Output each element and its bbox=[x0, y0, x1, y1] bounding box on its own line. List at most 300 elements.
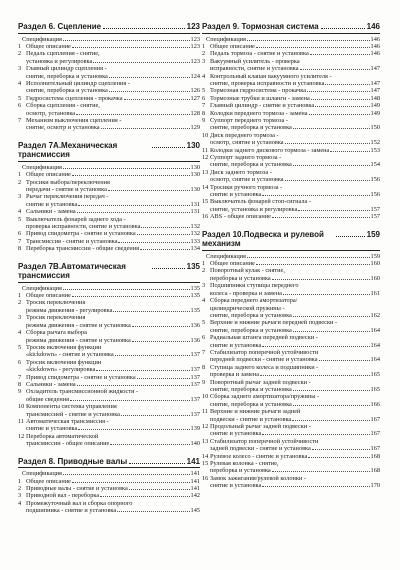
entry-line bbox=[26, 73, 200, 80]
entry-text: Автоматическая трансмиссия - bbox=[26, 417, 109, 425]
entry-page-number: 130 bbox=[190, 186, 200, 193]
entry-number: 2 bbox=[18, 178, 22, 186]
entry-body bbox=[26, 292, 200, 299]
entry-text: Переборка трансмиссии - общие сведения bbox=[26, 245, 140, 253]
dot-leader bbox=[152, 147, 185, 148]
entry-text: трансмиссии - общее описание bbox=[26, 440, 110, 448]
entry-page-number: 141 bbox=[190, 484, 200, 492]
entry-line bbox=[26, 87, 200, 94]
entry-number: 10 bbox=[202, 393, 209, 401]
entry-number: 3 bbox=[18, 314, 22, 322]
dot-leader bbox=[109, 91, 190, 92]
dot-leader bbox=[247, 257, 370, 258]
dot-leader bbox=[285, 180, 370, 181]
dot-leader bbox=[256, 47, 370, 48]
entry-body bbox=[210, 213, 380, 220]
dot-leader bbox=[298, 210, 369, 211]
entry-line bbox=[26, 314, 200, 321]
entry-body bbox=[210, 267, 380, 282]
entry-page-number: 141 bbox=[190, 477, 200, 485]
entry-number: 7 bbox=[202, 348, 206, 356]
entry-line bbox=[210, 95, 380, 102]
entry-page-number: 123 bbox=[190, 57, 200, 65]
entry-page-number: 135 bbox=[190, 306, 200, 314]
toc-section bbox=[18, 141, 200, 253]
entry-page-number: 170 bbox=[370, 482, 380, 490]
entry-text: Сборка заднего амортизатора/пружины - bbox=[210, 393, 320, 401]
entry-page-number: 164 bbox=[370, 356, 380, 364]
entry-text: осмотр, снятие и установка bbox=[210, 176, 284, 184]
toc-entry bbox=[18, 43, 200, 50]
entry-line bbox=[26, 50, 200, 57]
entry-body bbox=[210, 102, 380, 109]
entry-body bbox=[22, 285, 200, 292]
entry-number: 12 bbox=[18, 432, 25, 440]
entry-number: 8 bbox=[18, 245, 22, 253]
dot-leader bbox=[113, 311, 189, 312]
entry-page-number: 161 bbox=[370, 289, 380, 297]
entry-number: 12 bbox=[202, 423, 209, 430]
entry-page-number: 136 bbox=[190, 321, 200, 329]
dot-leader bbox=[152, 268, 185, 269]
entry-line bbox=[210, 386, 380, 393]
entry-line bbox=[210, 475, 380, 482]
entry-text: Тросики выбора/переключения bbox=[26, 178, 110, 186]
entry-line bbox=[210, 260, 380, 267]
entry-body bbox=[26, 344, 200, 359]
entry-line bbox=[210, 416, 380, 423]
entry-number: 4 bbox=[18, 329, 22, 337]
entry-text: Главный цилиндр - снятие и установка bbox=[210, 102, 315, 110]
dot-leader bbox=[262, 486, 369, 487]
entry-number: 5 bbox=[18, 343, 22, 351]
entry-page-number: 154 bbox=[370, 161, 380, 169]
toc-entry bbox=[202, 267, 380, 282]
entry-number: 2 bbox=[202, 267, 206, 275]
entry-page-number: 134 bbox=[190, 245, 200, 253]
entry-line bbox=[210, 80, 380, 87]
entry-body bbox=[210, 117, 380, 132]
entry-body bbox=[26, 50, 200, 65]
entry-body bbox=[26, 230, 200, 237]
toc-entry bbox=[202, 423, 380, 438]
section-title: Раздел 8. Приводные валы bbox=[18, 456, 128, 466]
entry-page-number: 135 bbox=[190, 292, 200, 300]
entry-text: «kickdown» - снятие и установка bbox=[26, 351, 114, 359]
entry-body bbox=[210, 408, 380, 423]
entry-line bbox=[26, 58, 200, 65]
entry-number: 1 bbox=[18, 477, 22, 485]
entry-line bbox=[210, 356, 380, 363]
entry-page-number: 157 bbox=[370, 205, 380, 213]
entry-body bbox=[210, 154, 380, 169]
toc-entry bbox=[18, 403, 200, 418]
entry-number: 12 bbox=[202, 154, 209, 161]
dot-leader bbox=[132, 341, 190, 342]
entry-body bbox=[26, 43, 200, 50]
entry-line bbox=[26, 411, 200, 418]
entry-line bbox=[26, 329, 200, 336]
entry-text: проверка исправности, снятие и установка bbox=[26, 223, 141, 231]
toc-entry bbox=[18, 433, 200, 448]
entry-number: 7 bbox=[18, 237, 22, 245]
dot-leader bbox=[307, 91, 370, 92]
entry-body bbox=[26, 208, 200, 215]
entry-line bbox=[210, 334, 380, 341]
entry-text: осмотр, снятие и установка bbox=[210, 139, 284, 147]
entry-text: снятие, переборка и установка bbox=[210, 311, 292, 319]
entry-page-number: 137 bbox=[190, 351, 200, 359]
entry-text: Рулевая колонка - снятие, bbox=[210, 460, 279, 468]
entry-text: Спецификация bbox=[206, 252, 246, 260]
entry-number: 10 bbox=[202, 131, 209, 139]
entry-line bbox=[26, 507, 200, 514]
entry-line bbox=[26, 95, 200, 102]
dot-leader bbox=[141, 227, 189, 228]
entry-number: 11 bbox=[18, 417, 25, 425]
entry-text: Стабилизатор поперечной устойчивости bbox=[210, 437, 319, 445]
section-page-number: 146 bbox=[366, 22, 380, 31]
entry-line bbox=[210, 312, 380, 319]
entry-line bbox=[26, 216, 200, 223]
toc-section bbox=[18, 22, 200, 132]
entry-number: 1 bbox=[18, 292, 22, 300]
dot-leader bbox=[70, 400, 190, 401]
entry-page-number: 123 bbox=[190, 42, 200, 50]
entry-line bbox=[210, 267, 380, 274]
entry-body bbox=[26, 216, 200, 231]
entry-page-number: 167 bbox=[370, 445, 380, 453]
section-page-number: 141 bbox=[186, 456, 200, 466]
toc-entry bbox=[202, 117, 380, 132]
toc-entry bbox=[202, 132, 380, 147]
entry-line bbox=[26, 230, 200, 237]
dot-leader bbox=[118, 242, 189, 243]
entry-number: 14 bbox=[202, 183, 209, 191]
entry-number: 2 bbox=[202, 50, 206, 58]
entry-line bbox=[22, 470, 200, 477]
entry-line bbox=[206, 253, 380, 260]
entry-number: 10 bbox=[18, 403, 25, 411]
entry-page-number: 147 bbox=[370, 87, 380, 95]
section-page-number: 123 bbox=[186, 22, 200, 31]
entry-line bbox=[210, 342, 380, 349]
entry-line bbox=[26, 238, 200, 245]
toc-entry bbox=[18, 299, 200, 314]
entry-number: 3 bbox=[202, 282, 206, 290]
dot-leader bbox=[140, 249, 190, 250]
toc-entry bbox=[18, 470, 200, 477]
toc-entry bbox=[202, 334, 380, 349]
dot-leader bbox=[321, 28, 365, 29]
dot-leader bbox=[63, 474, 190, 475]
entry-text: снятие и установка bbox=[210, 482, 262, 490]
entry-line bbox=[210, 117, 380, 124]
entry-text: проверка и замена bbox=[210, 371, 260, 379]
toc-entry bbox=[18, 171, 200, 178]
section-title: Раздел 7В.Автоматическая трансмиссия bbox=[18, 261, 126, 281]
entry-line bbox=[26, 381, 200, 388]
entry-line bbox=[26, 433, 200, 440]
toc-entry bbox=[202, 87, 380, 94]
entry-line bbox=[210, 319, 380, 326]
entry-body bbox=[26, 171, 200, 178]
dot-leader bbox=[72, 175, 190, 176]
dot-leader bbox=[260, 375, 369, 376]
entry-line bbox=[210, 297, 380, 304]
entry-text: осмотр, установка bbox=[26, 109, 76, 117]
entry-page-number: 140 bbox=[190, 440, 200, 448]
toc-section bbox=[18, 457, 200, 515]
entry-text: подшипника - снятие и установка bbox=[26, 507, 117, 515]
dot-leader bbox=[129, 489, 190, 490]
entry-page-number: 130 bbox=[190, 163, 200, 171]
entry-body bbox=[210, 198, 380, 213]
dot-leader bbox=[129, 463, 184, 464]
entry-text: Тросик включения функции bbox=[26, 358, 102, 366]
dot-leader bbox=[63, 40, 190, 41]
entry-page-number: 148 bbox=[370, 94, 380, 102]
entry-body bbox=[26, 403, 200, 418]
dot-leader bbox=[262, 195, 369, 196]
entry-page-number: 150 bbox=[370, 124, 380, 132]
dot-leader bbox=[330, 151, 369, 152]
entry-line bbox=[26, 223, 200, 230]
entry-number: 9 bbox=[202, 378, 206, 386]
entry-page-number: 152 bbox=[370, 139, 380, 147]
entry-line bbox=[26, 485, 200, 492]
entry-number: 2 bbox=[18, 484, 22, 492]
entry-line bbox=[210, 327, 380, 334]
toc-entry bbox=[18, 216, 200, 231]
entry-body bbox=[26, 179, 200, 194]
entry-text: Радиальная штанга передней подвески - bbox=[210, 334, 318, 342]
toc-entry bbox=[18, 193, 200, 208]
entry-body bbox=[26, 80, 200, 95]
entry-line bbox=[26, 478, 200, 485]
dot-leader bbox=[256, 264, 370, 265]
entry-line bbox=[210, 161, 380, 168]
entry-text: Верхние и нижние рычаги передней подвески - bbox=[210, 319, 338, 327]
entry-text: снятие и установка bbox=[26, 425, 78, 433]
entry-line bbox=[26, 201, 200, 208]
entry-page-number: 160 bbox=[370, 260, 380, 268]
entry-line bbox=[26, 292, 200, 299]
entry-body bbox=[26, 65, 200, 80]
entry-number: 4 bbox=[18, 208, 22, 216]
entry-text: снятие, переборка и установка bbox=[210, 400, 292, 408]
dot-leader bbox=[325, 84, 369, 85]
entry-body bbox=[26, 238, 200, 245]
toc-entry bbox=[202, 73, 380, 88]
entry-page-number: 126 bbox=[190, 87, 200, 95]
entry-text: колеса - проверка и замена bbox=[210, 289, 282, 297]
dot-leader bbox=[319, 360, 370, 361]
dot-leader bbox=[72, 296, 190, 297]
toc-section bbox=[202, 22, 380, 221]
entry-text: Колодки переднего тормоза - замена bbox=[210, 109, 308, 117]
dot-leader bbox=[72, 482, 190, 483]
entry-page-number: 162 bbox=[370, 311, 380, 319]
toc-entry bbox=[202, 297, 380, 319]
entry-text: Продольный рычаг задней подвески - bbox=[210, 423, 311, 430]
entry-text: Приводные валы - снятие и установка bbox=[26, 484, 128, 492]
entry-text: Переборка автоматической bbox=[26, 432, 99, 440]
entry-body bbox=[210, 169, 380, 184]
dot-leader bbox=[76, 114, 189, 115]
entry-body bbox=[26, 485, 200, 492]
entry-number: 7 bbox=[202, 102, 206, 110]
entry-text: режима движения - снятие и установка bbox=[26, 336, 131, 344]
toc-entry bbox=[202, 349, 380, 364]
toc-entry bbox=[202, 36, 380, 43]
entry-number: 1 bbox=[18, 42, 22, 50]
toc-section bbox=[202, 230, 380, 490]
entry-text: Тросик переключения bbox=[26, 299, 86, 307]
entry-text: исправности, снятие и установка bbox=[210, 65, 299, 73]
entry-page-number: 149 bbox=[370, 109, 380, 117]
entry-line bbox=[210, 379, 380, 386]
entry-number: 16 bbox=[202, 474, 209, 482]
entry-line bbox=[210, 191, 380, 198]
entry-page-number: 133 bbox=[190, 237, 200, 245]
entry-page-number: 157 bbox=[370, 213, 380, 221]
dot-leader bbox=[115, 355, 190, 356]
entry-text: Общее описание bbox=[26, 42, 71, 50]
entry-line bbox=[26, 425, 200, 432]
entry-number: 3 bbox=[18, 193, 22, 201]
toc-entry bbox=[202, 58, 380, 73]
entry-number: 6 bbox=[202, 334, 206, 342]
section-heading bbox=[202, 230, 380, 251]
entry-page-number: 129 bbox=[190, 124, 200, 132]
entry-number: 3 bbox=[202, 57, 206, 65]
entry-line bbox=[26, 124, 200, 131]
dot-leader bbox=[315, 106, 369, 107]
entry-text: Поворотный рычаг задней подвески - bbox=[210, 378, 311, 386]
dot-leader bbox=[121, 415, 190, 416]
entry-line bbox=[22, 285, 200, 292]
toc-entry bbox=[202, 169, 380, 184]
section-title: Раздел 9. Тормозная система bbox=[202, 22, 319, 31]
entry-line bbox=[210, 453, 380, 460]
entry-number: 13 bbox=[202, 168, 209, 176]
entry-line bbox=[26, 418, 200, 425]
entry-page-number: 141 bbox=[190, 470, 200, 478]
section-heading bbox=[18, 262, 200, 283]
entry-number: 4 bbox=[202, 297, 206, 305]
entry-text: Главный цилиндр сцепления - bbox=[26, 65, 107, 73]
entry-line bbox=[26, 186, 200, 193]
dot-leader bbox=[311, 99, 370, 100]
dot-leader bbox=[93, 62, 189, 63]
entry-text: снятие, переборка и установка bbox=[210, 326, 292, 334]
toc-entry bbox=[202, 198, 380, 213]
entry-line bbox=[26, 65, 200, 72]
entry-text: Тормозная гидросистема - прокачка bbox=[210, 87, 307, 95]
entry-body bbox=[210, 43, 380, 50]
entry-line bbox=[210, 87, 380, 94]
entry-number: 2 bbox=[18, 50, 22, 58]
entry-line bbox=[210, 467, 380, 474]
entry-page-number: 137 bbox=[190, 366, 200, 374]
entry-line bbox=[26, 344, 200, 351]
entry-text: Охладитель трансмиссионной жидкости - bbox=[26, 388, 139, 396]
entry-text: установка и регулировка bbox=[26, 57, 93, 65]
entry-body bbox=[210, 147, 380, 154]
entry-body bbox=[22, 470, 200, 477]
toc-entry bbox=[18, 381, 200, 388]
toc-entry bbox=[18, 65, 200, 80]
entry-text: Общее описание bbox=[26, 477, 71, 485]
dot-leader bbox=[63, 168, 190, 169]
entry-line bbox=[26, 245, 200, 252]
toc-entry bbox=[18, 388, 200, 403]
entry-number: 4 bbox=[18, 499, 22, 507]
entry-text: Рулевое колесо - снятие и установка bbox=[210, 452, 308, 460]
entry-body bbox=[26, 433, 200, 448]
entry-text: снятие, переборка и установка bbox=[210, 124, 292, 132]
entry-text: режима движения - регулировка bbox=[26, 306, 113, 314]
entry-line bbox=[210, 43, 380, 50]
entry-page-number: 137 bbox=[190, 373, 200, 381]
entry-text: снятие, осмотр и установка bbox=[26, 124, 100, 132]
entry-line bbox=[210, 132, 380, 139]
toc-entry bbox=[18, 50, 200, 65]
entry-page-number: 159 bbox=[370, 252, 380, 260]
entry-line bbox=[22, 36, 200, 43]
section-heading bbox=[18, 457, 200, 469]
entry-text: Тросик переключения bbox=[26, 314, 86, 322]
entry-page-number: 128 bbox=[190, 109, 200, 117]
entry-text: ABS - общее описание bbox=[210, 213, 271, 221]
entry-text: режима движения - снятие и установка bbox=[26, 321, 131, 329]
entry-body bbox=[26, 95, 200, 102]
entry-line bbox=[26, 440, 200, 447]
entry-text: Спецификация bbox=[206, 35, 246, 43]
entry-line bbox=[26, 208, 200, 215]
entry-body bbox=[210, 50, 380, 57]
toc-entry bbox=[202, 213, 380, 220]
toc-entry bbox=[202, 43, 380, 50]
entry-page-number: 168 bbox=[370, 467, 380, 475]
toc-entry bbox=[18, 36, 200, 43]
entry-page-number: 135 bbox=[190, 284, 200, 292]
toc-column-left bbox=[18, 22, 200, 524]
entry-text: Педаль тормоза - снятие и установка bbox=[210, 50, 309, 58]
entry-page-number: 156 bbox=[370, 191, 380, 199]
entry-line bbox=[26, 102, 200, 109]
entry-page-number: 131 bbox=[190, 208, 200, 216]
entry-line bbox=[210, 305, 380, 312]
dot-leader bbox=[308, 457, 369, 458]
entry-line bbox=[210, 124, 380, 131]
entry-text: Контрольный клапан вакуумного усилителя - bbox=[210, 72, 332, 80]
entry-text: Ступица заднего колеса и подшипники - bbox=[210, 363, 319, 371]
entry-page-number: 137 bbox=[190, 380, 200, 388]
entry-number: 14 bbox=[202, 452, 209, 460]
entry-text: Тормозные трубки и шланги - замена bbox=[210, 94, 310, 102]
toc-entry bbox=[202, 453, 380, 460]
entry-line bbox=[210, 198, 380, 205]
toc-entry bbox=[202, 379, 380, 394]
section-heading bbox=[18, 22, 200, 34]
entry-text: Выключатель фонарей заднего хода - bbox=[26, 215, 126, 223]
entry-number: 7 bbox=[18, 373, 22, 381]
dot-leader bbox=[283, 294, 370, 295]
entry-text: Общее описание bbox=[210, 42, 255, 50]
entry-number: 1 bbox=[18, 171, 22, 179]
